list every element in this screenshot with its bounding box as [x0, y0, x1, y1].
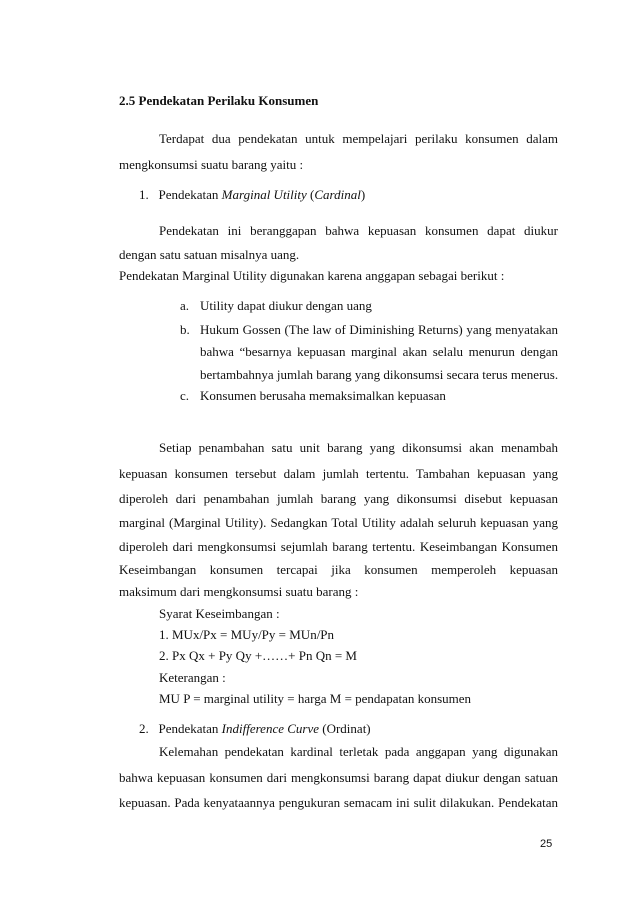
item2-term: Indifference Curve — [221, 721, 320, 736]
item1-paren-term: Cardinal — [314, 187, 361, 202]
item1-para2-line-7: maksimum dari mengkonsumsi suatu barang : — [119, 584, 359, 599]
item1-para2-line-5: diperoleh dari mengkonsumsi sejumlah barang tertentu. Keseimbangan Konsumen — [119, 539, 558, 554]
item1-para2-line-2: kepuasan konsumen tersebut dalam jumlah tertentu. Tambahan kepuasan yang — [119, 466, 558, 481]
item1-para2-line-6: Keseimbangan konsumen tercapai jika konsumen memperoleh kepuasan — [119, 562, 558, 577]
list-b-letter: b. — [180, 322, 190, 337]
item2-para-line-3: kepuasan. Pada kenyataannya pengukuran semacam ini sulit dilakukan. Pendekatan — [119, 795, 558, 810]
item1-para-line-1: Pendekatan ini beranggapan bahwa kepuasan konsumen dapat diukur — [159, 223, 558, 238]
item1-paren-open: ( — [306, 187, 315, 202]
item2-para-line-1: Kelemahan pendekatan kardinal terletak pada anggapan yang digunakan — [159, 744, 558, 759]
section-heading: 2.5 Pendekatan Perilaku Konsumen — [119, 93, 319, 108]
item1-number: 1. — [139, 187, 149, 202]
item2-prefix: Pendekatan — [158, 721, 222, 736]
item1-para2-line-4: marginal (Marginal Utility). Sedangkan Total Utility adalah seluruh kepuasan yang — [119, 515, 558, 530]
item1-paren-close: ) — [360, 187, 366, 202]
list-b-line-3: bertambahnya jumlah barang yang dikonsumsi secara terus menerus. — [200, 367, 559, 382]
list-b-line-1: Hukum Gossen (The law of Diminishing Returns) yang menyatakan — [200, 322, 558, 337]
item1-para-line-3: Pendekatan Marginal Utility digunakan karena anggapan sebagai berikut : — [119, 268, 505, 283]
item1-para-line-2: dengan satu satuan misalnya uang. — [119, 247, 300, 262]
item2-para-line-2: bahwa kepuasan konsumen dari mengkonsumsi barang dapat diukur dengan satuan — [119, 770, 558, 785]
item1-para2-line-3: diperoleh dari penambahan jumlah barang yang dikonsumsi disebut kepuasan — [119, 491, 558, 506]
item2-number: 2. — [139, 721, 149, 736]
keterangan-title: Keterangan : — [159, 670, 226, 685]
list-c-text: Konsumen berusaha memaksimalkan kepuasan — [200, 388, 446, 403]
intro-line-2: mengkonsumsi suatu barang yaitu : — [119, 157, 304, 172]
item1-para2-line-1: Setiap penambahan satu unit barang yang dikonsumsi akan menambah — [159, 440, 558, 455]
item1-prefix: Pendekatan — [158, 187, 222, 202]
item1-term: Marginal Utility — [221, 187, 307, 202]
page-number: 25 — [540, 838, 553, 850]
keterangan-text: MU P = marginal utility = harga M = pendapatan konsumen — [159, 691, 472, 706]
syarat-formula-1: 1. MUx/Px = MUy/Py = MUn/Pn — [159, 627, 335, 642]
syarat-formula-2: 2. Px Qx + Py Qy +……+ Pn Qn = M — [159, 648, 357, 663]
item1-heading — [139, 187, 365, 203]
intro-line-1: Terdapat dua pendekatan untuk mempelajari perilaku konsumen dalam — [159, 131, 558, 146]
item2-suffix: (Ordinat) — [319, 721, 371, 736]
list-b-line-2: bahwa “besarnya kepuasan marginal akan selalu menurun dengan — [200, 344, 558, 359]
list-c-letter: c. — [180, 388, 190, 403]
list-a-letter: a. — [180, 298, 190, 313]
syarat-title: Syarat Keseimbangan : — [159, 606, 280, 621]
item2-heading — [139, 721, 371, 737]
list-a-text: Utility dapat diukur dengan uang — [200, 298, 372, 313]
